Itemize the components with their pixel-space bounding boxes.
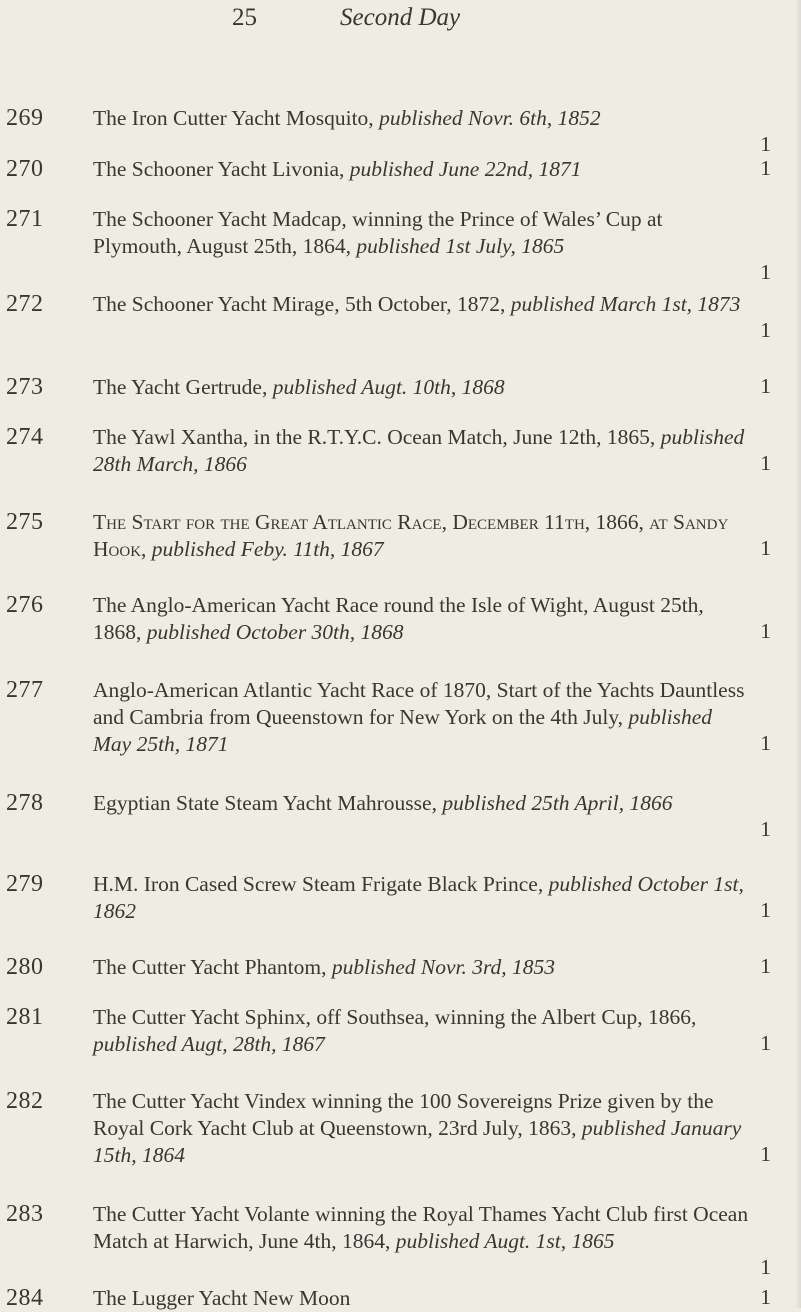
- lot-title: The Schooner Yacht Livonia,: [93, 157, 350, 181]
- lot-title: The Cutter Yacht Phantom,: [93, 955, 332, 979]
- page-edge: [795, 0, 801, 1308]
- lot-title: Egyptian State Steam Yacht Mahrousse,: [93, 791, 443, 815]
- lot-publication: published October 30th, 1868: [146, 620, 404, 644]
- lot-quantity: 1: [760, 817, 771, 841]
- lot-quantity: 1: [760, 374, 771, 398]
- lot-quantity: 1: [760, 731, 771, 755]
- lot-description: [93, 206, 749, 260]
- lot-description: [93, 105, 749, 132]
- lot-description: [93, 424, 749, 478]
- lot-publication: published Feby. 11th, 1867: [151, 537, 384, 561]
- lot-quantity: 1: [760, 451, 771, 475]
- lot-title: The Yacht Gertrude,: [93, 375, 273, 399]
- lot-title: The Cutter Yacht Vindex winning the 100 Sovereigns Prize given by the Royal Cork Yacht Club at Queenstown, 23rd July, 1863,: [93, 1089, 714, 1140]
- lot-title: The Start for the Great Atlantic Race, December 11th, 1866, at Sandy Hook,: [93, 510, 729, 561]
- lot-number: 269: [6, 105, 44, 131]
- lot-number: 274: [6, 424, 44, 450]
- lot-number: 277: [6, 677, 44, 703]
- running-head: Second Day: [340, 4, 461, 31]
- lot-quantity: 1: [760, 1142, 771, 1166]
- lot-title: The Lugger Yacht New Moon: [93, 1286, 351, 1310]
- lot-quantity: 1: [760, 1285, 771, 1309]
- lot-quantity: 1: [760, 318, 771, 342]
- lot-number: 282: [6, 1088, 44, 1114]
- lot-publication: published Novr. 3rd, 1853: [331, 955, 556, 979]
- lot-quantity: 1: [760, 132, 771, 156]
- lot-number: 271: [6, 206, 44, 232]
- lot-quantity: 1: [760, 536, 771, 560]
- page-header: [0, 4, 801, 36]
- lot-title: H.M. Iron Cased Screw Steam Frigate Black Prince,: [93, 872, 549, 896]
- lot-publication: published Augt, 28th, 1867: [93, 1032, 325, 1056]
- lot-description: [93, 790, 749, 817]
- lot-number: 284: [6, 1285, 44, 1311]
- lot-description: [93, 954, 749, 981]
- lot-publication: published October 1st, 1862: [93, 872, 744, 923]
- lot-publication: published 28th March, 1866: [93, 425, 745, 476]
- lot-quantity: 1: [760, 954, 771, 978]
- lot-number: 275: [6, 509, 44, 535]
- lot-publication: published Novr. 6th, 1852: [379, 106, 601, 130]
- lot-number: 270: [6, 156, 44, 182]
- lot-publication: published 25th April, 1866: [442, 791, 673, 815]
- lot-quantity: 1: [760, 619, 771, 643]
- lot-publication: published March 1st, 1873: [510, 292, 741, 316]
- lot-description: [93, 677, 749, 758]
- lot-title: The Yawl Xantha, in the R.T.Y.C. Ocean Match, June 12th, 1865,: [93, 425, 661, 449]
- lot-description: [93, 291, 749, 318]
- lot-title: The Iron Cutter Yacht Mosquito,: [93, 106, 380, 130]
- lot-title: The Anglo-American Yacht Race round the Isle of Wight, August 25th, 1868,: [93, 593, 704, 644]
- lot-number: 280: [6, 954, 44, 980]
- lot-quantity: 1: [760, 1031, 771, 1055]
- page-number: 25: [232, 4, 257, 31]
- lot-number: 273: [6, 374, 44, 400]
- lot-description: [93, 871, 749, 925]
- lot-number: 283: [6, 1201, 44, 1227]
- lot-number: 276: [6, 592, 44, 618]
- lot-title: The Cutter Yacht Sphinx, off Southsea, winning the Albert Cup, 1866,: [93, 1005, 697, 1029]
- lot-description: [93, 1088, 749, 1169]
- lot-number: 278: [6, 790, 44, 816]
- lot-publication: published 1st July, 1865: [356, 234, 565, 258]
- lot-quantity: 1: [760, 156, 771, 180]
- lot-title: The Schooner Yacht Mirage, 5th October, 1872,: [93, 292, 511, 316]
- lot-number: 279: [6, 871, 44, 897]
- lot-description: [93, 592, 749, 646]
- lot-description: [93, 1201, 749, 1255]
- lot-description: [93, 156, 749, 183]
- lot-title: The Cutter Yacht Volante winning the Royal Thames Yacht Club first Ocean Match at Harwich, June 4th, 1864,: [93, 1202, 749, 1253]
- lot-number: 272: [6, 291, 44, 317]
- lot-publication: published Augt. 10th, 1868: [272, 375, 505, 399]
- lot-description: [93, 1004, 749, 1058]
- lot-title: Anglo-American Atlantic Yacht Race of 1870, Start of the Yachts Dauntless and Cambria from Queenstown for New York on the 4th July,: [93, 678, 745, 729]
- lot-publication: published Augt. 1st, 1865: [395, 1229, 615, 1253]
- lot-publication: published January 15th, 1864: [93, 1116, 742, 1167]
- lot-quantity: 1: [760, 1255, 771, 1279]
- lot-title: The Schooner Yacht Madcap, winning the Prince of Wales’ Cup at Plymouth, August 25th, 1864,: [93, 207, 663, 258]
- lot-description: [93, 509, 749, 563]
- lot-number: 281: [6, 1004, 44, 1030]
- lot-description: [93, 374, 749, 401]
- lot-publication: published May 25th, 1871: [93, 705, 713, 756]
- lot-quantity: 1: [760, 260, 771, 284]
- lot-quantity: 1: [760, 898, 771, 922]
- lot-publication: published June 22nd, 1871: [349, 157, 582, 181]
